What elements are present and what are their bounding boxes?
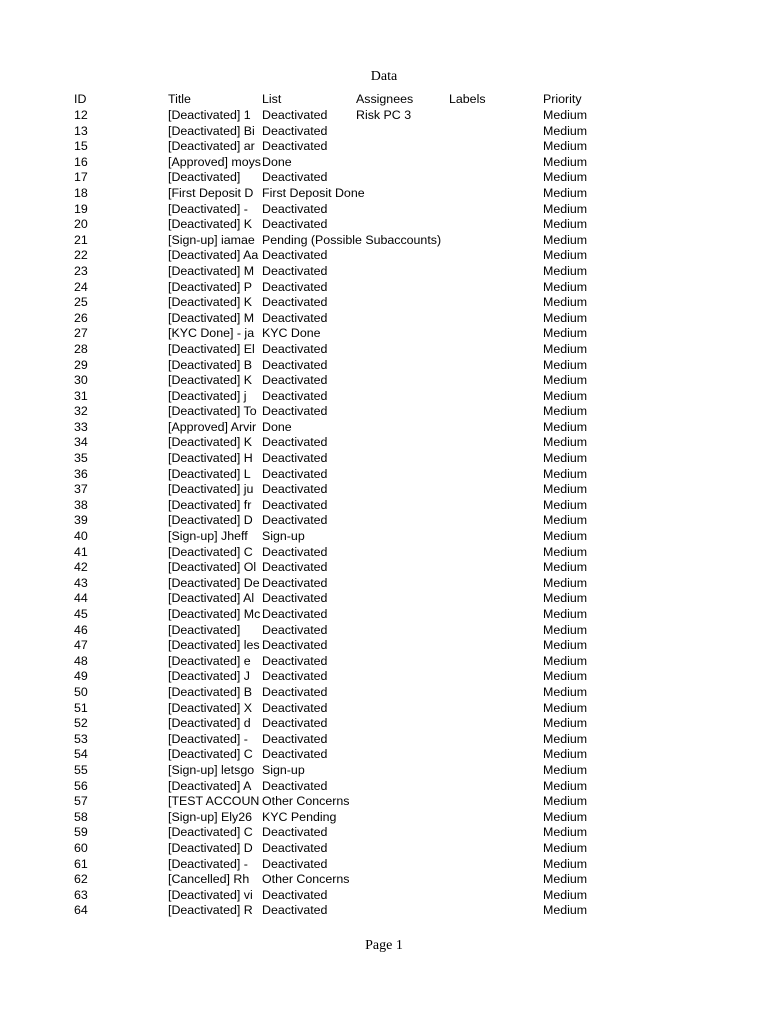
cell-list: Deactivated	[262, 357, 328, 372]
table-row	[74, 747, 674, 763]
cell-priority: Medium	[543, 529, 588, 544]
cell-list: Deactivated	[262, 903, 328, 918]
cell-priority: Medium	[543, 591, 588, 606]
cell-title: [Deactivated] C	[168, 747, 253, 762]
cell-title: [Deactivated] ju	[168, 482, 254, 497]
table-row	[74, 872, 674, 888]
cell-id: 47	[74, 638, 88, 653]
cell-id: 46	[74, 622, 88, 637]
cell-priority: Medium	[543, 419, 588, 434]
table-row	[74, 779, 674, 795]
cell-list: Deactivated	[262, 700, 328, 715]
table-row	[74, 794, 674, 810]
table-row	[74, 155, 674, 171]
cell-title: [Sign-up] Jheff	[168, 529, 248, 544]
cell-title: [Deactivated] C	[168, 544, 253, 559]
cell-title: [Sign-up] Ely26	[168, 809, 253, 824]
cell-priority: Medium	[543, 201, 588, 216]
cell-title: [Deactivated]	[168, 170, 241, 185]
cell-title: [First Deposit D	[168, 185, 254, 200]
cell-title: [Cancelled] Rh	[168, 872, 250, 887]
cell-id: 53	[74, 731, 88, 746]
table-row	[74, 420, 674, 436]
cell-title: [Deactivated] A	[168, 778, 252, 793]
column-header-list: List	[262, 92, 282, 106]
cell-title: [Deactivated] Ol	[168, 560, 257, 575]
table-row	[74, 607, 674, 623]
cell-title: [Deactivated] B	[168, 684, 253, 699]
table-row	[74, 888, 674, 904]
cell-title: [Deactivated] To	[168, 404, 257, 419]
cell-priority: Medium	[543, 638, 588, 653]
table-row	[74, 716, 674, 732]
cell-list: Deactivated	[262, 622, 328, 637]
cell-id: 60	[74, 840, 88, 855]
cell-id: 28	[74, 341, 88, 356]
cell-priority: Medium	[543, 653, 588, 668]
table-row	[74, 623, 674, 639]
cell-title: [KYC Done] - ja	[168, 326, 255, 341]
cell-priority: Medium	[543, 451, 588, 466]
cell-id: 55	[74, 762, 88, 777]
cell-list: Sign-up	[262, 529, 305, 544]
cell-list: Deactivated	[262, 544, 328, 559]
cell-priority: Medium	[543, 856, 588, 871]
table-row	[74, 248, 674, 264]
cell-title: [Deactivated] C	[168, 825, 253, 840]
cell-list: Deactivated	[262, 825, 328, 840]
cell-priority: Medium	[543, 575, 588, 590]
cell-id: 58	[74, 809, 88, 824]
cell-priority: Medium	[543, 731, 588, 746]
table-row	[74, 389, 674, 405]
cell-list: Deactivated	[262, 123, 328, 138]
cell-title: [Deactivated] R	[168, 903, 253, 918]
cell-list: Deactivated	[262, 778, 328, 793]
cell-id: 23	[74, 263, 88, 278]
cell-priority: Medium	[543, 357, 588, 372]
cell-title: [Deactivated] j	[168, 388, 247, 403]
table-row	[74, 311, 674, 327]
cell-priority: Medium	[543, 872, 588, 887]
cell-priority: Medium	[543, 669, 588, 684]
cell-list: Deactivated	[262, 295, 328, 310]
cell-priority: Medium	[543, 217, 588, 232]
table-row	[74, 358, 674, 374]
sheet-title: Data	[370, 69, 398, 84]
cell-id: 44	[74, 591, 88, 606]
cell-list: KYC Done	[262, 326, 321, 341]
cell-title: [Deactivated] -	[168, 201, 248, 216]
cell-title: [Deactivated] H	[168, 451, 253, 466]
cell-title: [Deactivated] Bi	[168, 123, 255, 138]
cell-id: 45	[74, 607, 88, 621]
column-header-id: ID	[74, 92, 87, 106]
table-row	[74, 233, 674, 249]
cell-priority: Medium	[543, 185, 588, 200]
cell-list: Deactivated	[262, 607, 328, 621]
cell-id: 40	[74, 529, 88, 544]
cell-priority: Medium	[543, 373, 588, 388]
cell-title: [Deactivated] vi	[168, 887, 253, 902]
table-row	[74, 451, 674, 467]
cell-list: Deactivated	[262, 716, 328, 731]
cell-priority: Medium	[543, 684, 588, 699]
cell-priority: Medium	[543, 123, 588, 138]
cell-list: Deactivated	[262, 310, 328, 325]
cell-list: Deactivated	[262, 435, 328, 450]
cell-title: [Deactivated] les	[168, 638, 260, 653]
cell-id: 12	[74, 108, 88, 122]
cell-priority: Medium	[543, 279, 588, 294]
cell-priority: Medium	[543, 310, 588, 325]
table-row	[74, 701, 674, 717]
cell-priority: Medium	[543, 154, 588, 169]
table-row	[74, 732, 674, 748]
table-row	[74, 435, 674, 451]
cell-list: Deactivated	[262, 373, 328, 388]
table-row	[74, 170, 674, 186]
cell-list: Deactivated	[262, 731, 328, 746]
cell-list: Deactivated	[262, 856, 328, 871]
table-row	[74, 685, 674, 701]
cell-list: Done	[262, 419, 292, 434]
table-row	[74, 467, 674, 483]
cell-list: Deactivated	[262, 684, 328, 699]
table-row	[74, 108, 674, 124]
column-header-title: Title	[168, 92, 191, 106]
table-row	[74, 342, 674, 358]
cell-id: 49	[74, 669, 88, 684]
cell-list: First Deposit Done	[262, 185, 365, 200]
cell-title: [Deactivated] -	[168, 731, 248, 746]
table-row	[74, 638, 674, 654]
cell-id: 52	[74, 716, 88, 731]
cell-id: 30	[74, 373, 88, 388]
cell-list: Other Concerns	[262, 794, 350, 809]
table-row	[74, 124, 674, 140]
data-table	[74, 92, 674, 919]
cell-id: 64	[74, 903, 88, 918]
cell-title: [Deactivated] El	[168, 341, 255, 356]
cell-priority: Medium	[543, 809, 588, 824]
cell-id: 15	[74, 139, 88, 154]
cell-title: [Deactivated] M	[168, 263, 255, 278]
cell-title: [TEST ACCOUN	[168, 794, 260, 809]
cell-priority: Medium	[543, 466, 588, 481]
cell-title: [Sign-up] iamae	[168, 232, 255, 247]
cell-id: 43	[74, 575, 88, 590]
cell-title: [Deactivated] X	[168, 700, 253, 715]
cell-id: 22	[74, 248, 88, 263]
cell-title: [Approved] Arvir	[168, 419, 257, 434]
cell-priority: Medium	[543, 295, 588, 310]
table-row	[74, 903, 674, 919]
cell-id: 56	[74, 778, 88, 793]
cell-list: Deactivated	[262, 466, 328, 481]
cell-title: [Deactivated]	[168, 622, 241, 637]
table-row	[74, 810, 674, 826]
cell-priority: Medium	[543, 326, 588, 341]
cell-list: Deactivated	[262, 279, 328, 294]
table-row	[74, 404, 674, 420]
cell-priority: Medium	[543, 716, 588, 731]
column-header-assignees: Assignees	[356, 92, 414, 106]
cell-list: Deactivated	[262, 575, 328, 590]
cell-title: [Deactivated] J	[168, 669, 250, 684]
cell-priority: Medium	[543, 700, 588, 715]
cell-id: 21	[74, 232, 88, 247]
cell-list: Deactivated	[262, 263, 328, 278]
cell-priority: Medium	[543, 887, 588, 902]
cell-title: [Deactivated] K	[168, 435, 253, 450]
table-row	[74, 202, 674, 218]
cell-title: [Deactivated] Al	[168, 591, 255, 606]
cell-id: 42	[74, 560, 88, 575]
cell-id: 32	[74, 404, 88, 419]
cell-list: Deactivated	[262, 388, 328, 403]
cell-id: 17	[74, 170, 88, 185]
cell-title: [Deactivated] e	[168, 653, 251, 668]
cell-id: 35	[74, 451, 88, 466]
cell-priority: Medium	[543, 404, 588, 419]
table-row	[74, 482, 674, 498]
table-row	[74, 498, 674, 514]
cell-priority: Medium	[543, 840, 588, 855]
cell-id: 20	[74, 217, 88, 232]
cell-id: 38	[74, 497, 88, 512]
cell-list: Pending (Possible Subaccounts)	[262, 232, 442, 247]
cell-id: 24	[74, 279, 88, 294]
cell-priority: Medium	[543, 825, 588, 840]
cell-id: 57	[74, 794, 88, 809]
cell-title: [Deactivated] L	[168, 466, 251, 481]
cell-list: KYC Pending	[262, 809, 337, 824]
cell-list: Deactivated	[262, 653, 328, 668]
cell-list: Deactivated	[262, 887, 328, 902]
table-row	[74, 373, 674, 389]
cell-title: [Deactivated] d	[168, 716, 251, 731]
cell-id: 31	[74, 388, 88, 403]
cell-priority: Medium	[543, 341, 588, 356]
cell-id: 54	[74, 747, 88, 762]
cell-list: Deactivated	[262, 513, 328, 528]
cell-list: Deactivated	[262, 108, 328, 122]
cell-id: 18	[74, 185, 88, 200]
cell-list: Sign-up	[262, 762, 305, 777]
cell-priority: Medium	[543, 497, 588, 512]
cell-title: [Sign-up] letsgo	[168, 762, 255, 777]
cell-priority: Medium	[543, 513, 588, 528]
table-row	[74, 326, 674, 342]
table-row	[74, 841, 674, 857]
column-header-priority: Priority	[543, 92, 582, 106]
cell-title: [Deactivated] 1	[168, 108, 251, 122]
cell-title: [Deactivated] D	[168, 840, 253, 855]
cell-priority: Medium	[543, 139, 588, 154]
table-row	[74, 513, 674, 529]
table-row	[74, 669, 674, 685]
cell-title: [Deactivated] K	[168, 373, 253, 388]
table-row	[74, 545, 674, 561]
cell-id: 36	[74, 466, 88, 481]
cell-id: 51	[74, 700, 88, 715]
cell-list: Deactivated	[262, 669, 328, 684]
cell-list: Done	[262, 154, 292, 169]
cell-priority: Medium	[543, 747, 588, 762]
table-row	[74, 264, 674, 280]
table-row	[74, 654, 674, 670]
cell-priority: Medium	[543, 263, 588, 278]
cell-list: Deactivated	[262, 591, 328, 606]
cell-id: 19	[74, 201, 88, 216]
cell-priority: Medium	[543, 435, 588, 450]
cell-title: [Deactivated] P	[168, 279, 253, 294]
cell-title: [Deactivated] De	[168, 575, 260, 590]
cell-priority: Medium	[543, 108, 588, 122]
cell-title: [Deactivated] ar	[168, 139, 255, 154]
cell-title: [Deactivated] K	[168, 217, 253, 232]
cell-list: Deactivated	[262, 341, 328, 356]
cell-priority: Medium	[543, 903, 588, 918]
cell-id: 61	[74, 856, 88, 871]
cell-id: 39	[74, 513, 88, 528]
table-row	[74, 280, 674, 296]
cell-priority: Medium	[543, 170, 588, 185]
table-row	[74, 763, 674, 779]
cell-list: Deactivated	[262, 170, 328, 185]
cell-id: 63	[74, 887, 88, 902]
table-row	[74, 576, 674, 592]
cell-title: [Deactivated] Mc	[168, 607, 261, 621]
cell-list: Deactivated	[262, 139, 328, 154]
table-row	[74, 591, 674, 607]
cell-id: 16	[74, 154, 88, 169]
cell-title: [Deactivated] M	[168, 310, 255, 325]
cell-list: Deactivated	[262, 482, 328, 497]
cell-list: Deactivated	[262, 747, 328, 762]
cell-list: Deactivated	[262, 201, 328, 216]
table-row	[74, 825, 674, 841]
cell-id: 41	[74, 544, 88, 559]
cell-title: [Deactivated] K	[168, 295, 253, 310]
cell-priority: Medium	[543, 622, 588, 637]
table-header-row	[74, 92, 674, 108]
table-row	[74, 186, 674, 202]
table-row	[74, 857, 674, 873]
cell-list: Deactivated	[262, 248, 328, 263]
table-row	[74, 529, 674, 545]
cell-priority: Medium	[543, 607, 588, 621]
cell-priority: Medium	[543, 388, 588, 403]
cell-list: Deactivated	[262, 497, 328, 512]
cell-priority: Medium	[543, 794, 588, 809]
table-row	[74, 217, 674, 233]
cell-title: [Deactivated] fr	[168, 497, 252, 512]
cell-title: [Deactivated] B	[168, 357, 253, 372]
cell-id: 37	[74, 482, 88, 497]
cell-priority: Medium	[543, 248, 588, 263]
cell-id: 33	[74, 419, 88, 434]
cell-priority: Medium	[543, 482, 588, 497]
cell-assignees: Risk PC 3	[356, 108, 412, 122]
cell-id: 59	[74, 825, 88, 840]
cell-id: 50	[74, 684, 88, 699]
cell-list: Deactivated	[262, 217, 328, 232]
cell-id: 26	[74, 310, 88, 325]
cell-id: 48	[74, 653, 88, 668]
cell-title: [Approved] moys	[168, 154, 261, 169]
cell-id: 34	[74, 435, 88, 450]
cell-list: Deactivated	[262, 840, 328, 855]
cell-list: Deactivated	[262, 404, 328, 419]
page-number: Page 1	[365, 938, 403, 953]
cell-priority: Medium	[543, 778, 588, 793]
table-row	[74, 139, 674, 155]
cell-list: Other Concerns	[262, 872, 350, 887]
cell-id: 25	[74, 295, 88, 310]
column-header-labels: Labels	[449, 92, 486, 106]
cell-list: Deactivated	[262, 451, 328, 466]
cell-priority: Medium	[543, 544, 588, 559]
cell-list: Deactivated	[262, 638, 328, 653]
table-row	[74, 560, 674, 576]
cell-id: 27	[74, 326, 88, 341]
cell-priority: Medium	[543, 560, 588, 575]
cell-title: [Deactivated] -	[168, 856, 248, 871]
cell-id: 29	[74, 357, 88, 372]
cell-title: [Deactivated] D	[168, 513, 253, 528]
cell-list: Deactivated	[262, 560, 328, 575]
cell-title: [Deactivated] Aa	[168, 248, 259, 263]
cell-id: 13	[74, 123, 88, 138]
cell-id: 62	[74, 872, 88, 887]
cell-priority: Medium	[543, 762, 588, 777]
table-row	[74, 295, 674, 311]
cell-priority: Medium	[543, 232, 588, 247]
